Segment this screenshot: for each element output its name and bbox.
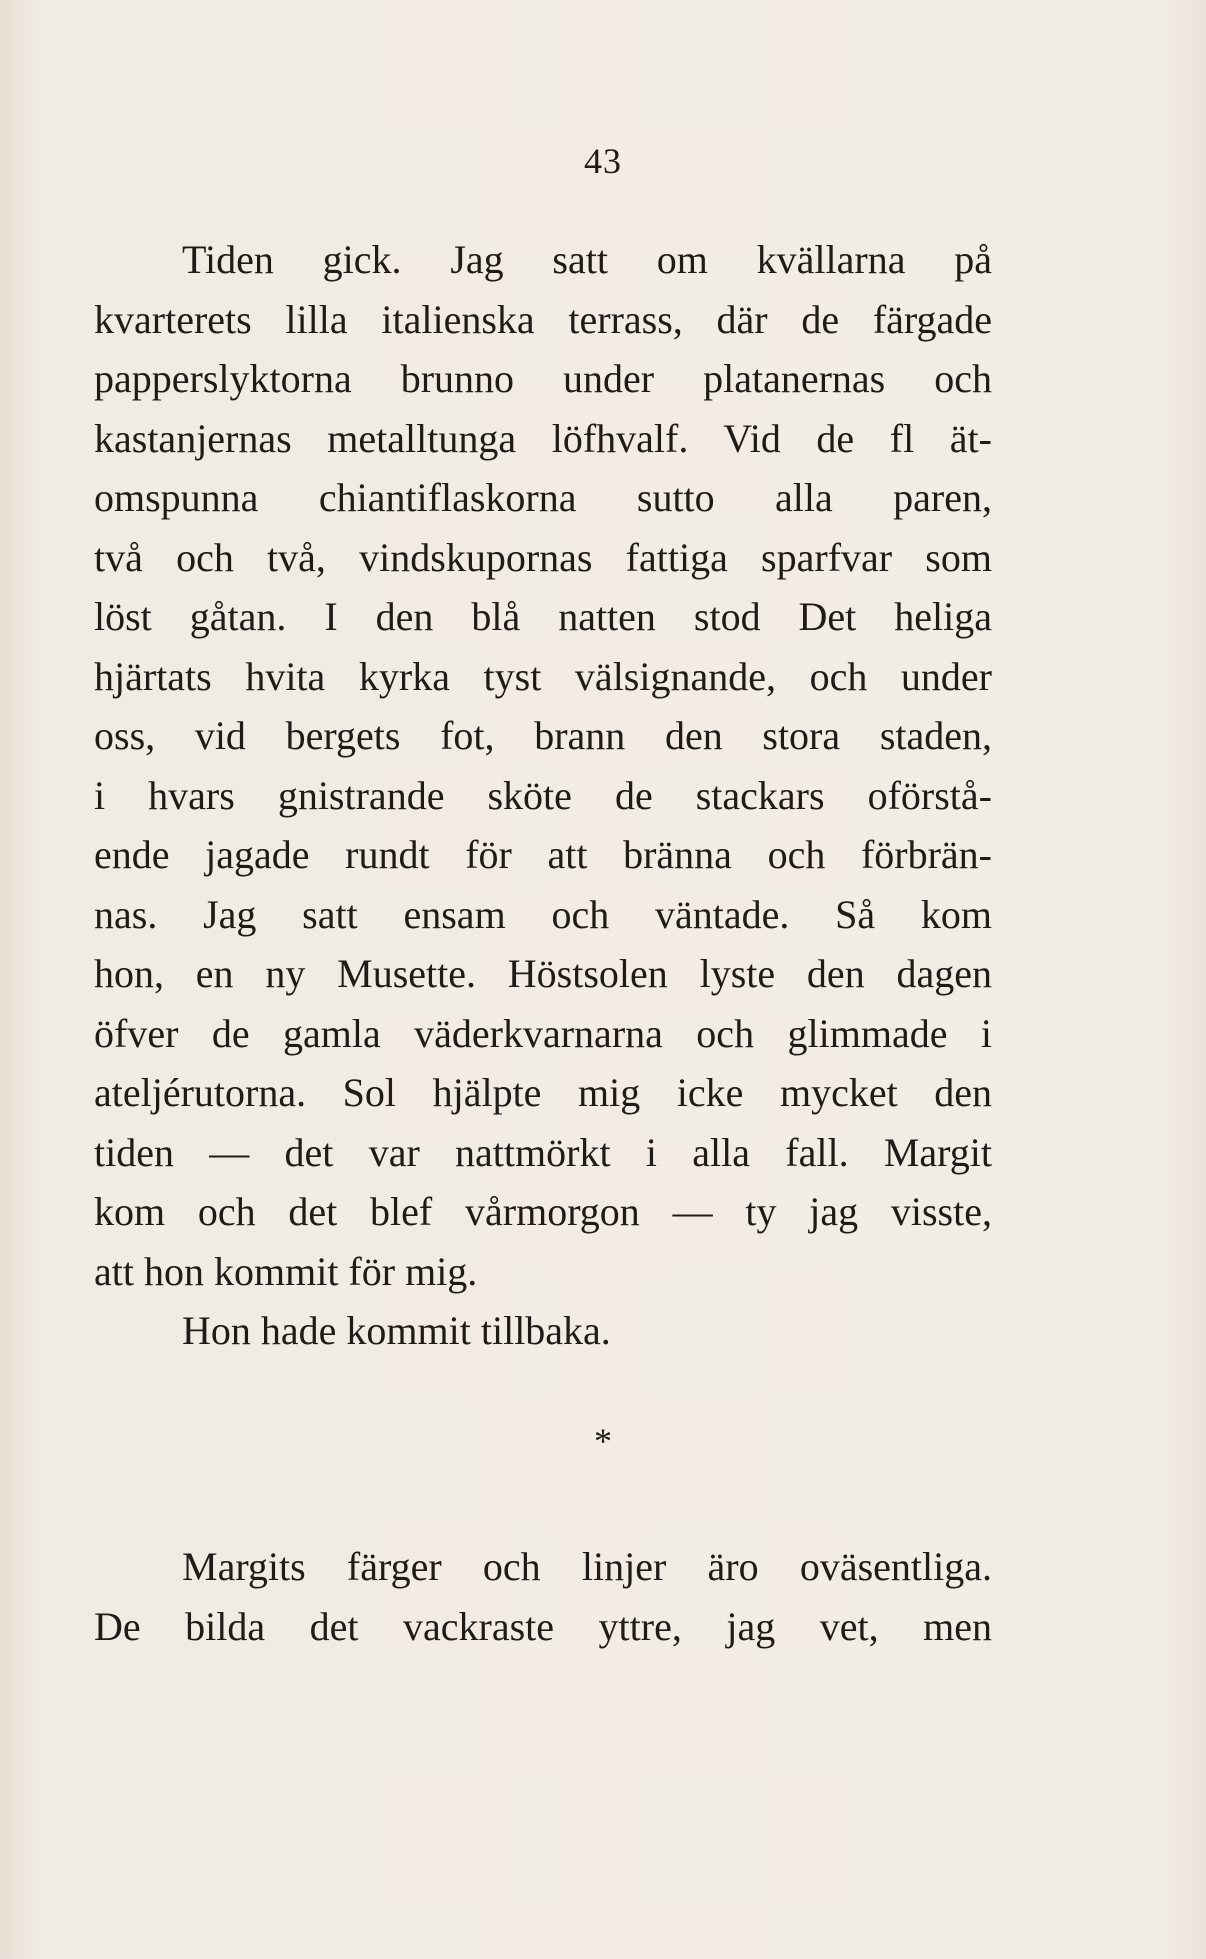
text-line: ende jagade rundt för att bränna och förbrän- — [94, 832, 992, 877]
text-line: att hon kommit för mig. — [94, 1248, 478, 1294]
text-line: kvarterets lilla italienska terrass, där de färgade — [94, 296, 992, 342]
text-line: kastanjernas metalltunga löfhvalf. Vid de fl ät- — [94, 415, 992, 461]
text-line: öfver de gamla väderkvarnarna och glimmade i — [94, 1010, 992, 1056]
text-line: Margits färger och linjer äro oväsentliga. — [182, 1544, 992, 1589]
text-line: ateljérutorna. Sol hjälpte mig icke mycket den — [94, 1070, 992, 1115]
text-line: Tiden gick. Jag satt om kvällarna på — [182, 237, 992, 282]
text-line: två och två, vindskupornas fattiga sparfvar som — [94, 534, 992, 580]
text-line: papperslyktorna brunno under platanernas och — [94, 356, 992, 401]
text-line: De bilda det vackraste yttre, jag vet, men — [94, 1603, 992, 1649]
text-line: tiden — det var nattmörkt i alla fall. Margit — [94, 1129, 992, 1175]
text-line: omspunna chiantiflaskorna sutto alla paren, — [94, 475, 992, 520]
text-line: löst gåtan. I den blå natten stod Det heliga — [94, 594, 992, 639]
text-line: hon, en ny Musette. Höstsolen lyste den dagen — [94, 951, 992, 996]
text-line: oss, vid bergets fot, brann den stora staden, — [94, 713, 992, 758]
text-line: hjärtats hvita kyrka tyst välsignande, och under — [94, 653, 992, 699]
text-line: kom och det blef vårmorgon — ty jag visste, — [94, 1189, 992, 1234]
continued-text-block — [94, 1537, 992, 1656]
main-text-block — [94, 230, 992, 1361]
text-line: nas. Jag satt ensam och väntade. Så kom — [94, 891, 992, 937]
page-number: 43 — [584, 141, 622, 181]
section-separator: * — [594, 1421, 612, 1461]
text-line: Hon hade kommit tillbaka. — [182, 1308, 611, 1353]
text-line: i hvars gnistrande sköte de stackars oförstå- — [94, 772, 992, 818]
